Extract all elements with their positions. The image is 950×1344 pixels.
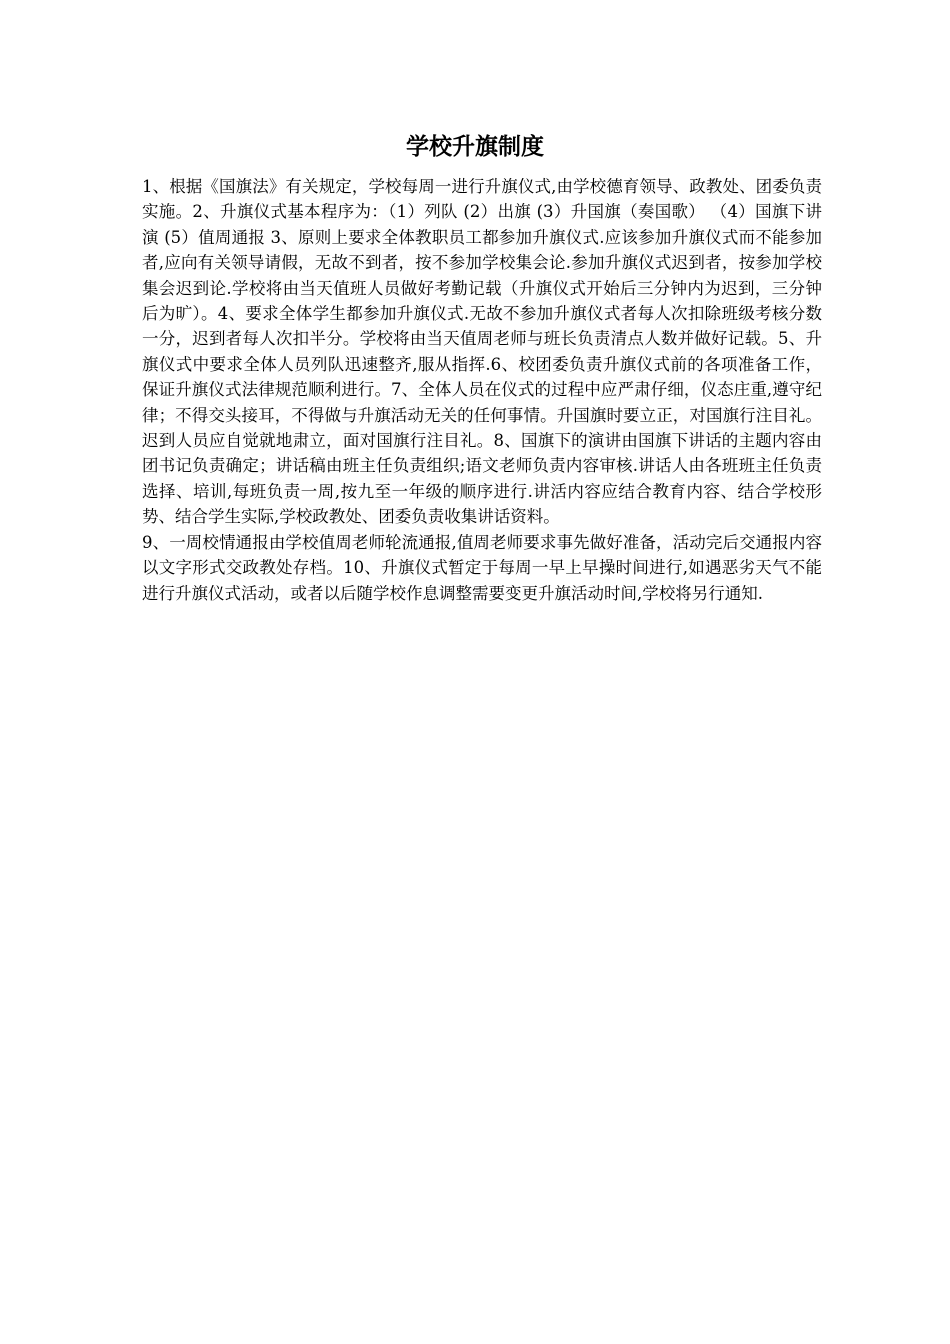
paragraph-notice: 9、一周校情通报由学校值周老师轮流通报,值周老师要求事先做好准备，活动完后交通报内容以文字形式交政教处存档。10、升旗仪式暂定于每周一早上早操时间进行,如遇恶劣天气不能进行升旗仪式活动，或者以后随学校作息调整需要变更升旗活动时间,学校将另行通知.	[142, 532, 822, 603]
paragraph-rules: 1、根据《国旗法》有关规定，学校每周一进行升旗仪式,由学校德育领导、政教处、团委负责实施。2、升旗仪式基本程序为：（1）列队 (2）出旗 (3）升国旗（奏国歌） （4）国旗下讲演 (5）值周通报 3、原则上要求全体教职员工都参加升旗仪式.应该参加升旗仪式而不能参加者,应向有关领导请假，无故不到者，按不参加学校集会论.参加升旗仪式迟到者，按参加学校集会迟到论.学校将由当天值班人员做好考勤记载（升旗仪式开始后三分钟内为迟到，三分钟后为旷）。4、要求全体学生都参加升旗仪式.无故不参加升旗仪式者每人次扣除班级考核分数一分，迟到者每人次扣半分。学校将由当天值周老师与班长负责清点人数并做好记载。5、升旗仪式中要求全体人员列队迅速整齐,服从指挥.6、校团委负责升旗仪式前的各项准备工作，保证升旗仪式法律规范顺利进行。7、全体人员在仪式的过程中应严肃仔细，仪态庄重,遵守纪律；不得交头接耳，不得做与升旗活动无关的任何事情。升国旗时要立正，对国旗行注目礼。迟到人员应自觉就地肃立，面对国旗行注目礼。8、国旗下的演讲由国旗下讲话的主题内容由团书记负责确定；讲话稿由班主任负责组织;语文老师负责内容审核.讲话人由各班班主任负责选择、培训,每班负责一周,按九至一年级的顺序进行.讲活内容应结合教育内容、结合学校形势、结合学生实际,学校政教处、团委负责收集讲话资料。	[142, 177, 822, 527]
document-title: 学校升旗制度	[406, 134, 544, 160]
document-body	[142, 174, 822, 606]
